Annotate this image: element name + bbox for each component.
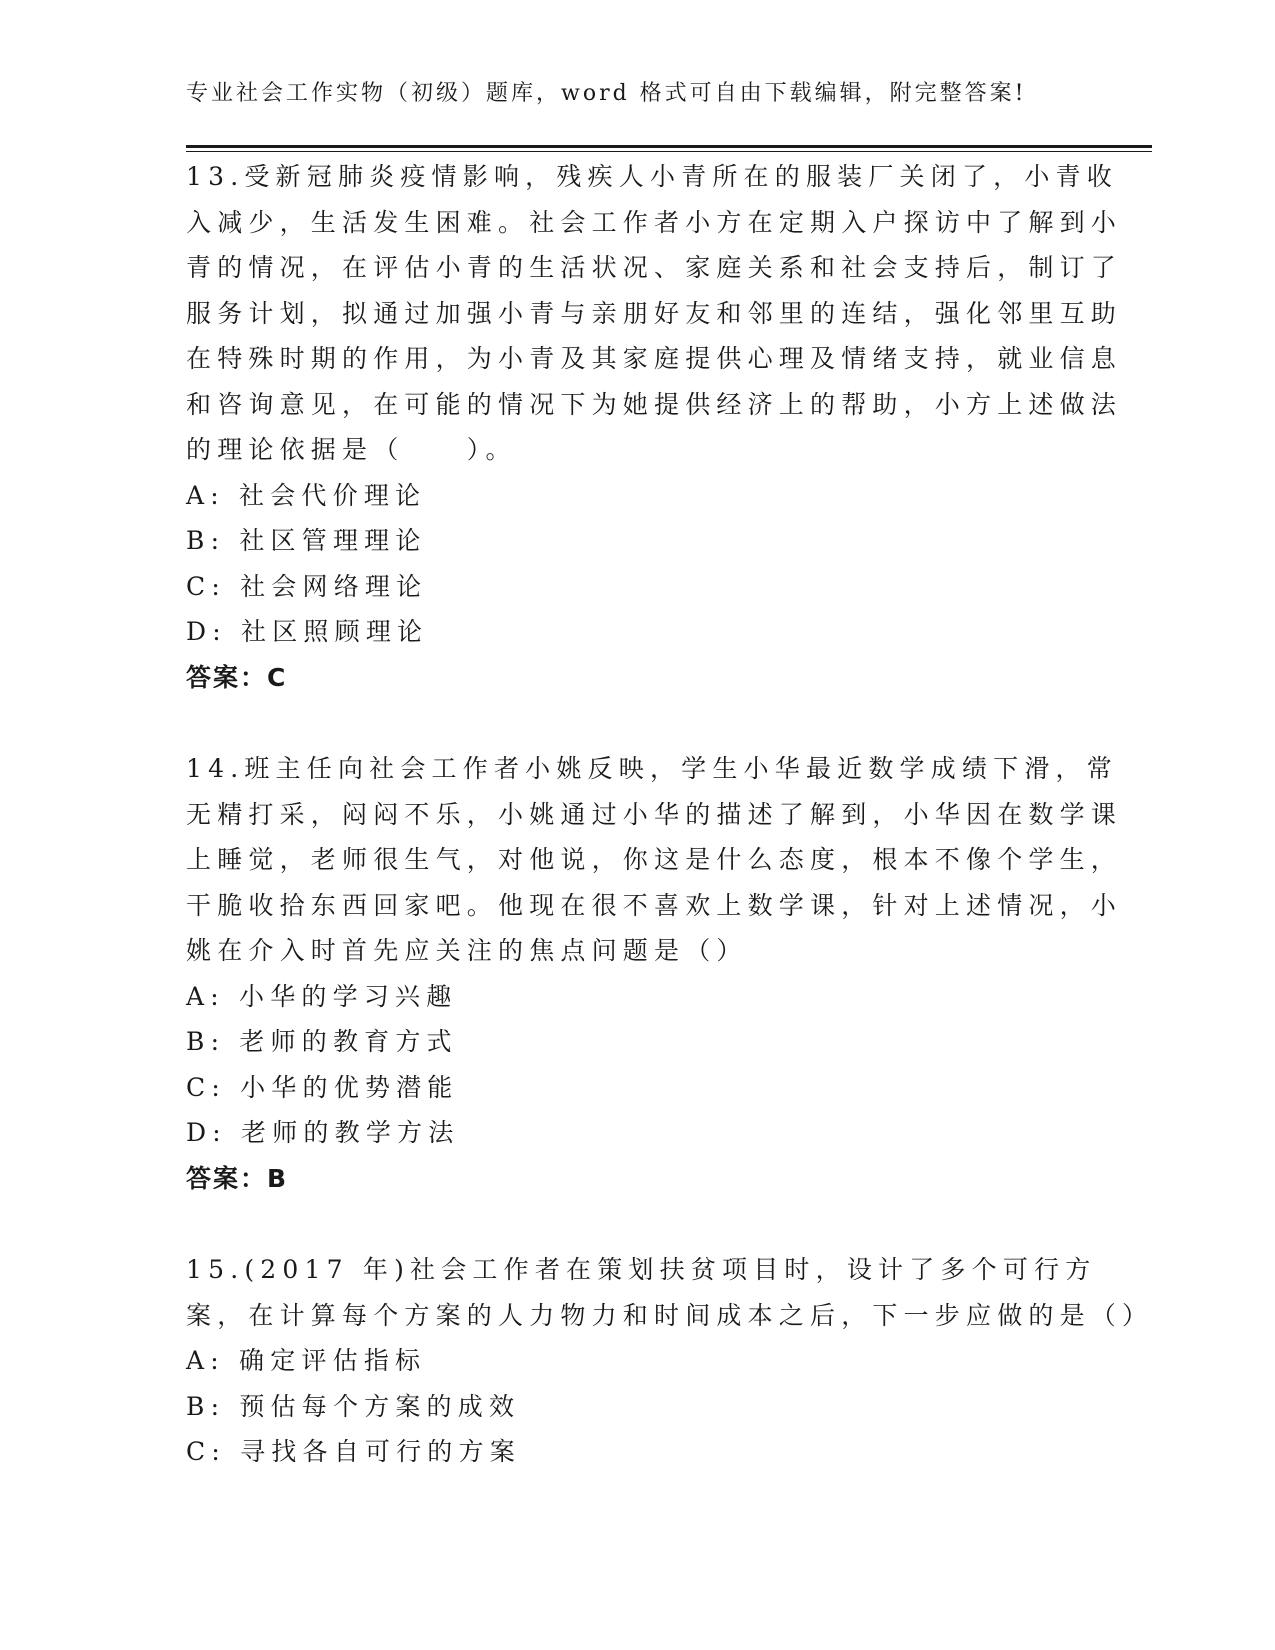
page-header: 专业社会工作实物（初级）题库，word 格式可自由下载编辑，附完整答案! <box>186 81 1027 106</box>
answer: 答案：B <box>186 1163 289 1193</box>
header-rule-thin <box>186 151 1152 152</box>
option-a: A: 社会代价理论 <box>186 480 427 510</box>
option-b: B: 社区管理理论 <box>186 526 427 555</box>
option-c: C: 寻找各自可行的方案 <box>186 1437 521 1466</box>
option-c: C: 小华的优势潜能 <box>186 1072 459 1102</box>
question-15 <box>186 1247 1154 1475</box>
header-rule-thick <box>186 145 1152 148</box>
question-stem: 14.班主任向社会工作者小姚反映，学生小华最近数学成绩下滑，常无精打采，闷闷不乐，小姚通过小华的描述了解到，小华因在数学课上睡觉，老师很生气，对他说，你这是什么态度，根本不像个学生，干脆收拾东西回家吧。他现在很不喜欢上数学课，针对上述情况，小姚在介入时首先应关注的焦点问题是（） <box>186 754 1123 965</box>
option-a: A: 小华的学习兴趣 <box>186 981 458 1011</box>
answer: 答案：C <box>186 662 288 692</box>
option-c: C: 社会网络理论 <box>186 571 428 601</box>
option-d: D: 社区照顾理论 <box>186 617 429 646</box>
option-a: A: 确定评估指标 <box>186 1346 427 1375</box>
option-b: B: 老师的教育方式 <box>186 1027 458 1056</box>
question-14 <box>186 746 1146 1201</box>
question-stem: 13.受新冠肺炎疫情影响，残疾人小青所在的服装厂关闭了，小青收入减少，生活发生困难。社会工作者小方在定期入户探访中了解到小青的情况，在评估小青的生活状况、家庭关系和社会支持后，制订了服务计划，拟通过加强小青与亲朋好友和邻里的连结，强化邻里互助在特殊时期的作用，为小青及其家庭提供心理及情绪支持，就业信息和咨询意见，在可能的情况下为她提供经济上的帮助，小方上述做法的理论依据是（ ）。 <box>186 162 1123 464</box>
question-spacer <box>186 700 1146 746</box>
question-13 <box>186 154 1146 700</box>
question-spacer <box>186 1201 1146 1247</box>
question-list <box>186 154 1154 1475</box>
option-d: D: 老师的教学方法 <box>186 1118 460 1147</box>
question-stem: 15.(2017 年)社会工作者在策划扶贫项目时，设计了多个可行方案，在计算每个方案的人力物力和时间成本之后，下一步应做的是（） <box>186 1255 1154 1330</box>
option-b: B: 预估每个方案的成效 <box>186 1391 521 1421</box>
